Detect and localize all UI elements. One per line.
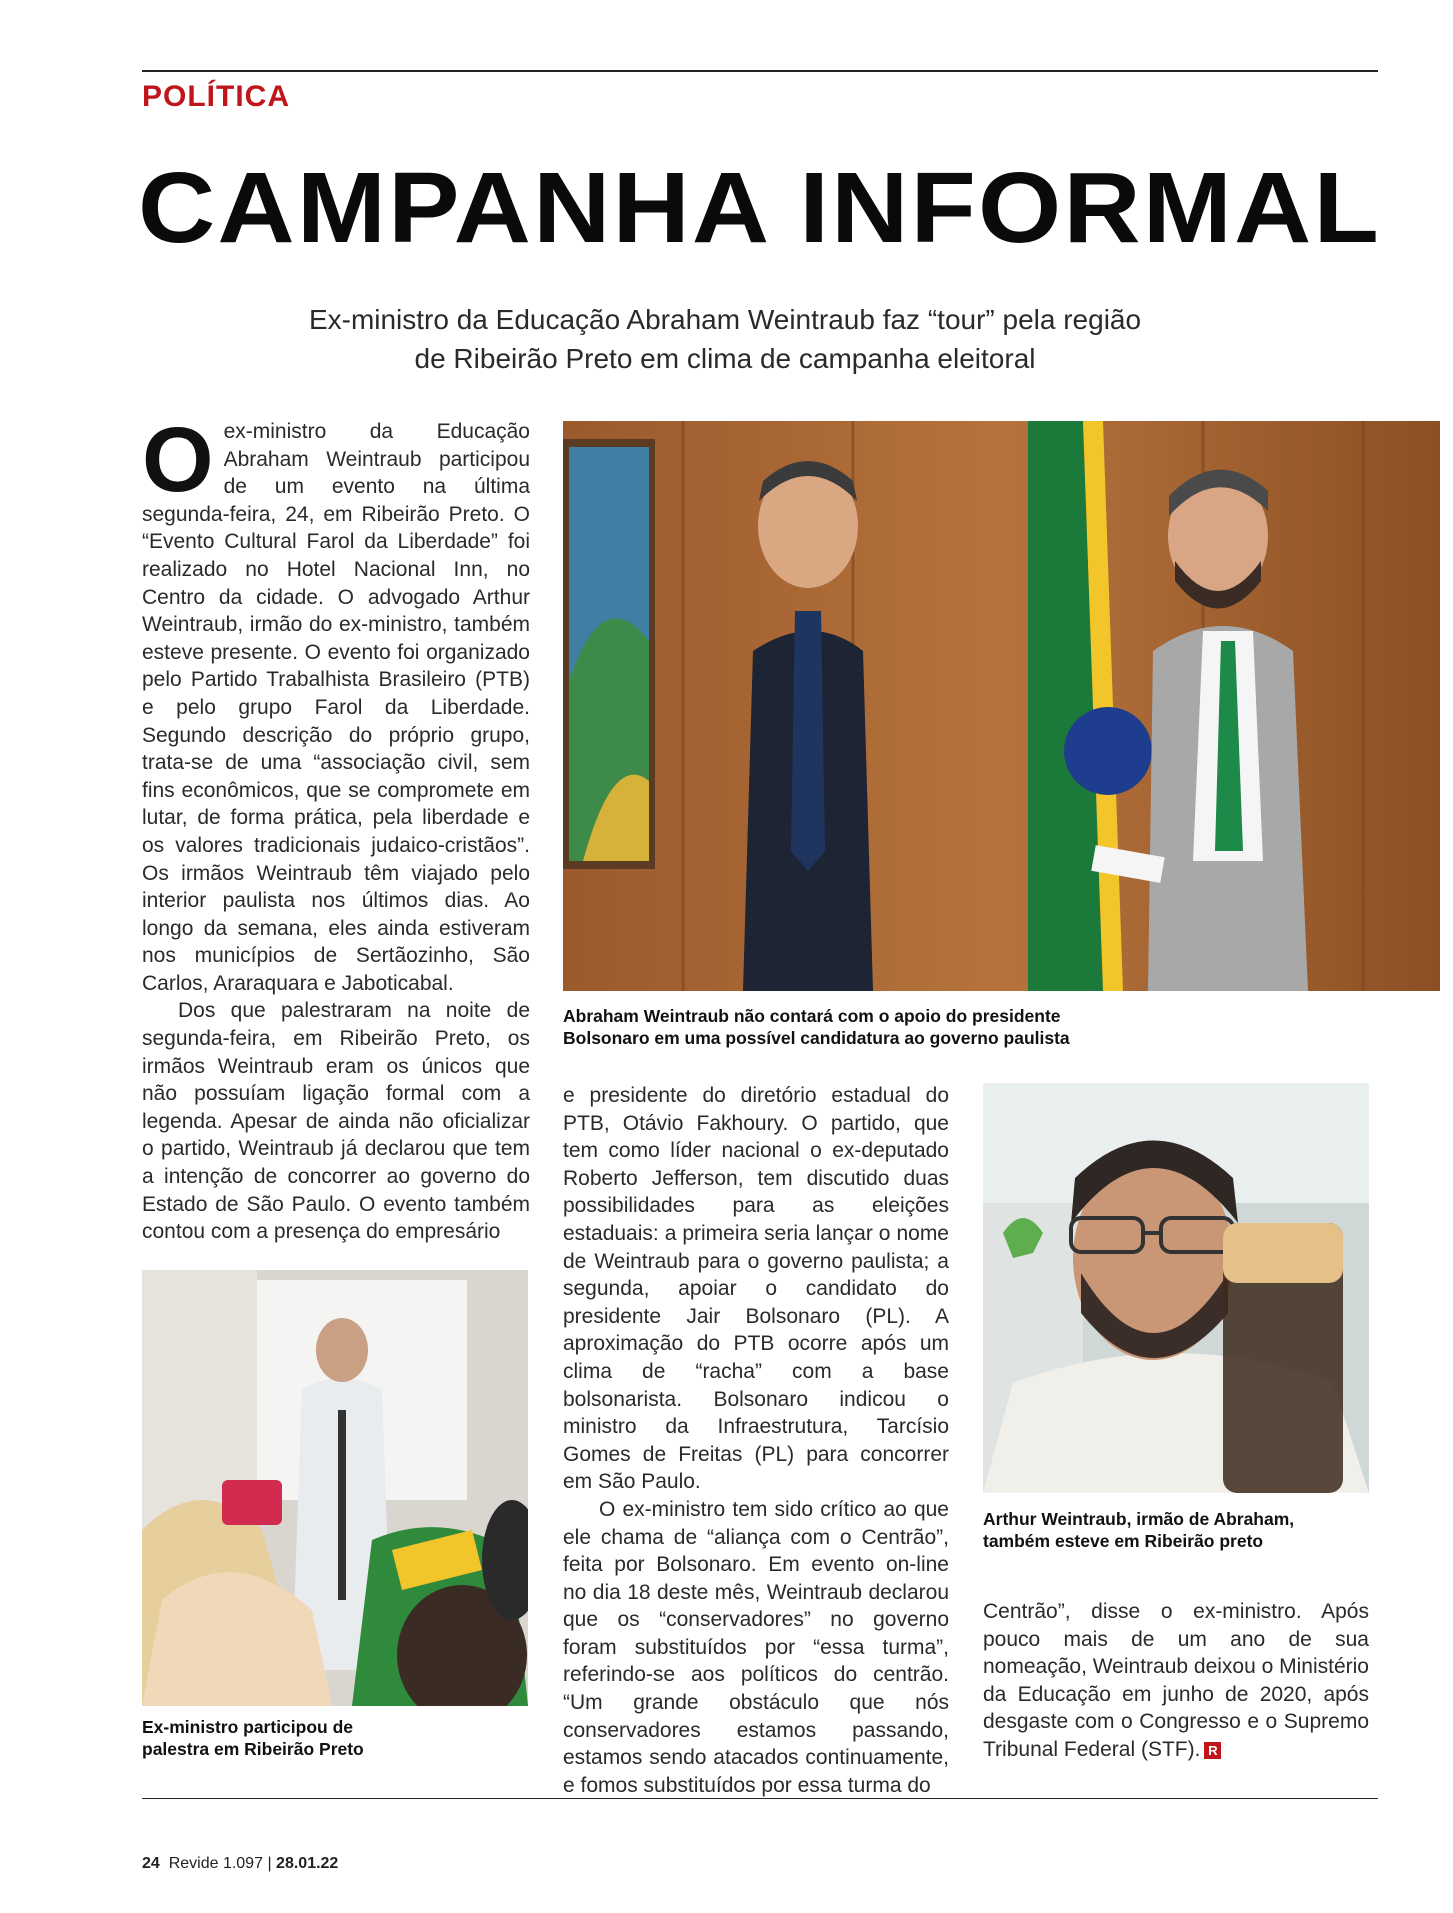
- body-column-3: [983, 1598, 1369, 1764]
- portrait-photo: [983, 1083, 1369, 1493]
- top-rule: [142, 70, 1378, 72]
- body-column-2: [563, 1082, 949, 1799]
- main-photo: [563, 421, 1440, 991]
- magazine-issue: Revide 1.097: [168, 1855, 263, 1872]
- lecture-photo: [142, 1270, 528, 1706]
- deck-subtitle: Ex-ministro da Educação Abraham Weintraub faz “tour” pela região de Ribeirão Preto em clima de campanha eleitoral: [308, 304, 1142, 374]
- page-number: 24: [142, 1855, 160, 1872]
- body-paragraph: ex-ministro da Educação Abraham Weintraub participou de um evento na última segunda-feira, 24, em Ribeirão Preto. O “Evento Cultural Farol da Liberdade” foi realizado no Hotel Nacional Inn, no Centro da cidade. O advogado Arthur Weintraub, irmão do ex-ministro, também esteve presente. O evento foi organizado pelo Partido Trabalhista Brasileiro (PTB) e pelo grupo Farol da Liberdade. Segundo descrição do próprio grupo, trata-se de uma “associação civil, sem fins econômicos, que se compromete em lutar, de forma prática, pela liberdade e os valores tradicionais judaico-cristãos”. Os irmãos Weintraub têm viajado pelo interior paulista nos últimos dias. Ao longo da semana, eles ainda estiveram nos municípios de Sertãozinho, São Carlos, Araraquara e Jaboticabal.: [142, 420, 530, 995]
- lecture-photo-caption: Ex-ministro participou de palestra em Ribeirão Preto: [142, 1717, 364, 1759]
- portrait-photo-caption: Arthur Weintraub, irmão de Abraham, também esteve em Ribeirão preto: [983, 1509, 1295, 1551]
- folio: [142, 1855, 338, 1873]
- end-mark-icon: R: [1204, 1742, 1221, 1759]
- body-paragraph: O ex-ministro tem sido crítico ao que ele chama de “aliança com o Centrão”, feita por Bolsonaro. Em evento on-line no dia 18 deste mês, Weintraub declarou que os “conservadores” no governo foram substituídos por “essa turma”, referindo-se aos políticos do centrão. “Um grande obstáculo que nós conservadores estamos passando, estamos sendo atacados continuamente, e fomos substituídos por essa turma do: [563, 1497, 949, 1797]
- headline: CAMPANHA INFORMAL: [138, 152, 1381, 264]
- bottom-rule: [142, 1798, 1378, 1799]
- main-photo-caption: Abraham Weintraub não contará com o apoio do presidente Bolsonaro em uma possível candidatura ao governo paulista: [563, 1006, 1070, 1048]
- folio-separator: |: [267, 1855, 272, 1872]
- section-label: POLÍTICA: [142, 80, 290, 113]
- body-paragraph: Centrão”, disse o ex-ministro. Após pouco mais de um ano de sua nomeação, Weintraub deixou o Ministério da Educação em junho de 2020, após desgaste com o Congresso e o Supremo Tribunal Federal (STF).: [983, 1600, 1369, 1761]
- drop-cap: O: [142, 409, 214, 511]
- body-column-1: [142, 409, 530, 1246]
- body-paragraph: Dos que palestraram na noite de segunda-feira, em Ribeirão Preto, os irmãos Weintraub eram os únicos que não possuíam ligação formal com a legenda. Apesar de ainda não oficializar o partido, Weintraub já declarou que tem a intenção de concorrer ao governo do Estado de São Paulo. O evento também contou com a presença do empresário: [142, 999, 530, 1244]
- issue-date: 28.01.22: [276, 1855, 339, 1872]
- body-paragraph: e presidente do diretório estadual do PTB, Otávio Fakhoury. O partido, que tem como líder nacional o ex-deputado Roberto Jefferson, tem discutido duas possibilidades para as eleições estaduais: a primeira seria lançar o nome de Weintraub para o governo paulista; a segunda, apoiar o candidato do presidente Jair Bolsonaro (PL). A aproximação do PTB ocorre após um clima de “racha” com a base bolsonarista. Bolsonaro indicou o ministro da Infraestrutura, Tarcísio Gomes de Freitas (PL) para concorrer em São Paulo.: [563, 1084, 949, 1494]
